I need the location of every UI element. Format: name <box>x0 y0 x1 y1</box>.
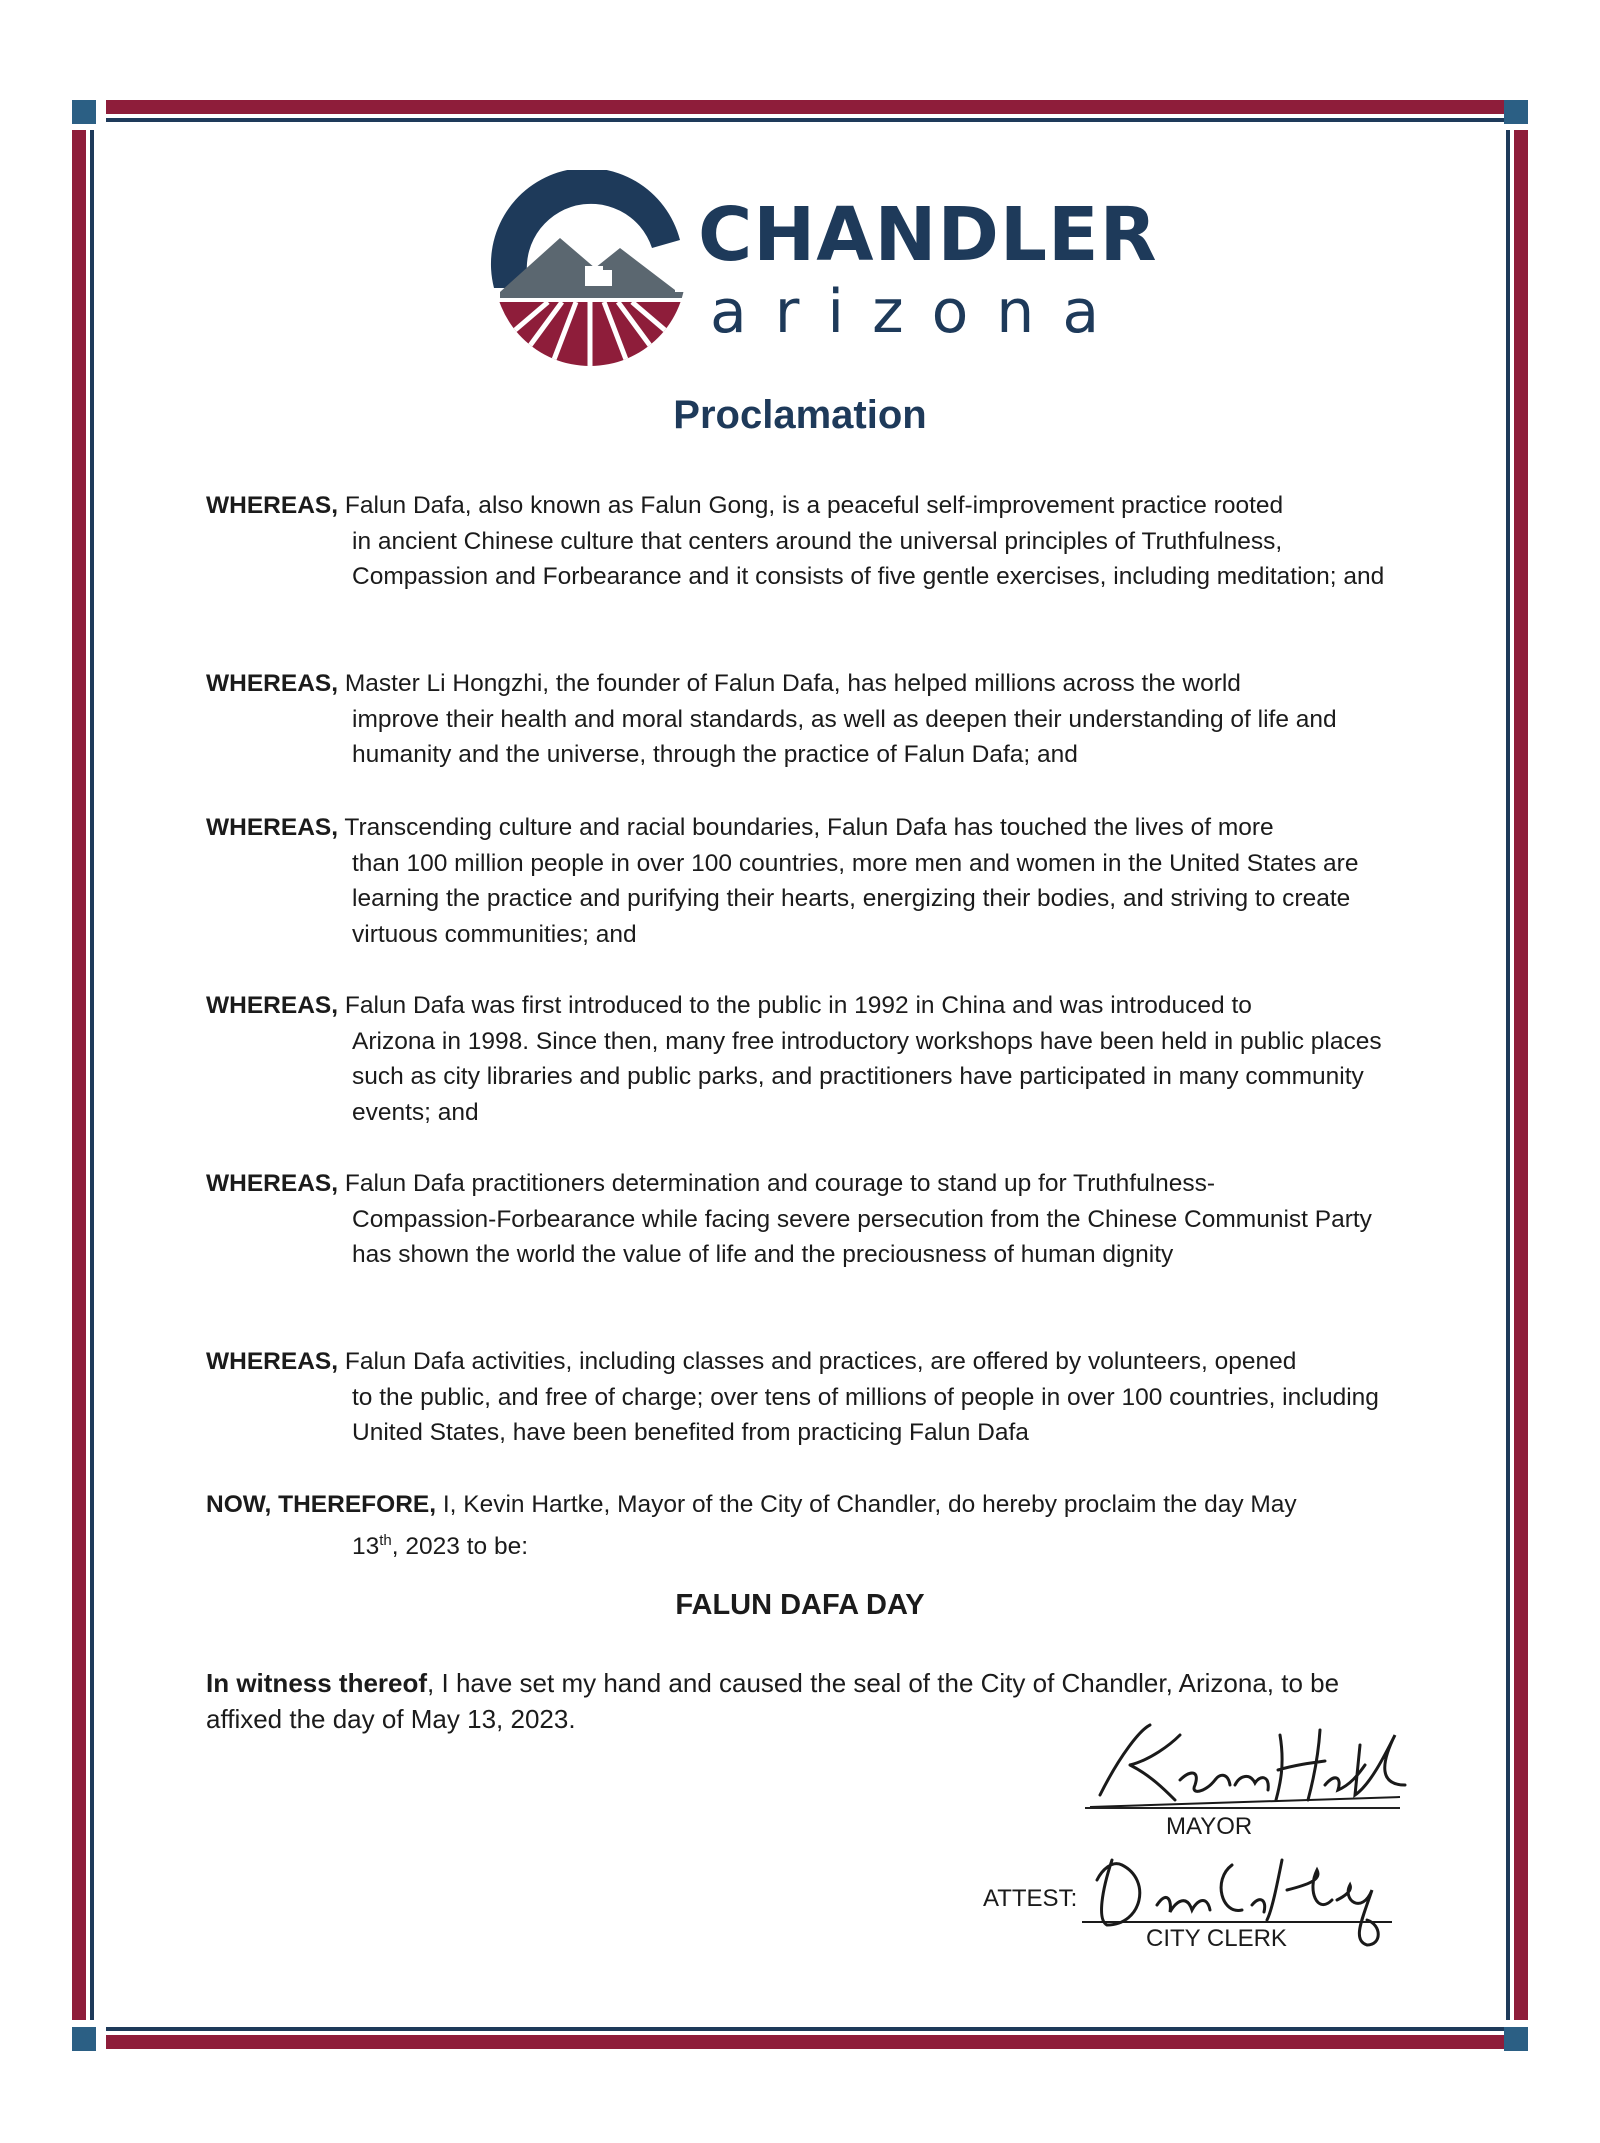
clause-body: Arizona in 1998. Since then, many free introductory workshops have been held in public places such as city libraries and public parks, and practitioners have participated in many community events; and <box>352 1027 1382 1126</box>
chandler-emblem-icon <box>490 170 690 370</box>
whereas-clause-6 <box>206 1344 1416 1451</box>
clause-body: than 100 million people in over 100 countries, more men and women in the United States are learning the practice and purifying their hearts, energizing their bodies, and striving to create virtuous communities; and <box>352 849 1359 948</box>
attest-label: ATTEST: <box>983 1885 1078 1912</box>
clause-first-line: Falun Dafa was first introduced to the public in 1992 in China and was introduced to <box>338 992 1252 1019</box>
clause-first-line: Master Li Hongzhi, the founder of Falun Dafa, has helped millions across the world <box>338 670 1241 697</box>
whereas-clause-3 <box>206 810 1416 952</box>
frame-corner-bottom-right <box>1504 2027 1528 2051</box>
proclaimed-day-heading: FALUN DAFA DAY <box>675 1589 925 1621</box>
proclaim-date-suffix: th <box>379 1531 392 1549</box>
logo-wordmark: CHANDLER <box>698 192 1158 278</box>
frame-corner-top-right <box>1504 100 1528 124</box>
frame-corner-bottom-left <box>72 2027 96 2051</box>
whereas-clause-4 <box>206 988 1416 1130</box>
clause-body: improve their health and moral standards, as well as deepen their understanding of life and humanity and the universe, through the practice of Falun Dafa; and <box>352 705 1337 768</box>
whereas-clause-1 <box>206 488 1416 595</box>
clause-lead: WHEREAS, <box>206 1170 339 1197</box>
whereas-clause-2 <box>206 666 1416 773</box>
clause-first-line: Transcending culture and racial boundaries, Falun Dafa has touched the lives of more <box>338 814 1274 841</box>
clause-lead: WHEREAS, <box>206 1348 339 1375</box>
logo-state: arizona <box>710 277 1128 347</box>
clause-first-line: Falun Dafa activities, including classes and practices, are offered by volunteers, opened <box>338 1348 1297 1375</box>
clause-first-line: Falun Dafa practitioners determination and courage to stand up for Truthfulness- <box>338 1170 1216 1197</box>
city-clerk-label: CITY CLERK <box>1146 1925 1287 1952</box>
witness-text: , I have set my hand and caused the seal of the City of Chandler, Arizona, to be affixed the day of May 13, 2023. <box>206 1668 1340 1734</box>
clause-first-line: Falun Dafa, also known as Falun Gong, is a peaceful self-improvement practice rooted <box>338 492 1284 519</box>
frame-bottom-blue <box>106 2027 1504 2031</box>
witness-lead: In witness thereof <box>206 1668 428 1698</box>
clause-body: in ancient Chinese culture that centers around the universal principles of Truthfulness, Compassion and Forbearance and it consists of five gentle exercises, including meditation; and <box>352 527 1385 590</box>
clause-body: Compassion-Forbearance while facing severe persecution from the Chinese Communist Party has shown the world the value of life and the preciousness of human dignity <box>352 1205 1372 1268</box>
clause-first-line: I, Kevin Hartke, Mayor of the City of Chandler, do hereby proclaim the day May <box>436 1491 1297 1518</box>
frame-corner-top-left <box>72 100 96 124</box>
page-title: Proclamation <box>673 393 927 437</box>
clause-lead: NOW, THEREFORE, <box>206 1491 437 1518</box>
mayor-label: MAYOR <box>1166 1813 1253 1840</box>
mayor-signature-line <box>1085 1807 1400 1809</box>
proclaim-date-rest: , 2023 to be: <box>391 1532 529 1560</box>
now-therefore-clause <box>206 1487 1416 1564</box>
frame-top-red <box>106 100 1504 114</box>
proclaim-date: 13 <box>352 1532 380 1560</box>
clause-lead: WHEREAS, <box>206 670 339 697</box>
clause-lead: WHEREAS, <box>206 814 339 841</box>
frame-bottom-red <box>106 2035 1504 2049</box>
chandler-logo <box>490 170 1158 380</box>
clause-lead: WHEREAS, <box>206 992 339 1019</box>
clause-lead: WHEREAS, <box>206 492 339 519</box>
clause-body: to the public, and free of charge; over tens of millions of people in over 100 countries, including United States, have been benefited from practicing Falun Dafa <box>352 1383 1379 1446</box>
mayor-signature <box>1080 1715 1420 1815</box>
whereas-clause-5 <box>206 1166 1416 1273</box>
frame-top-blue <box>106 118 1504 122</box>
clause-body <box>206 1523 1416 1565</box>
